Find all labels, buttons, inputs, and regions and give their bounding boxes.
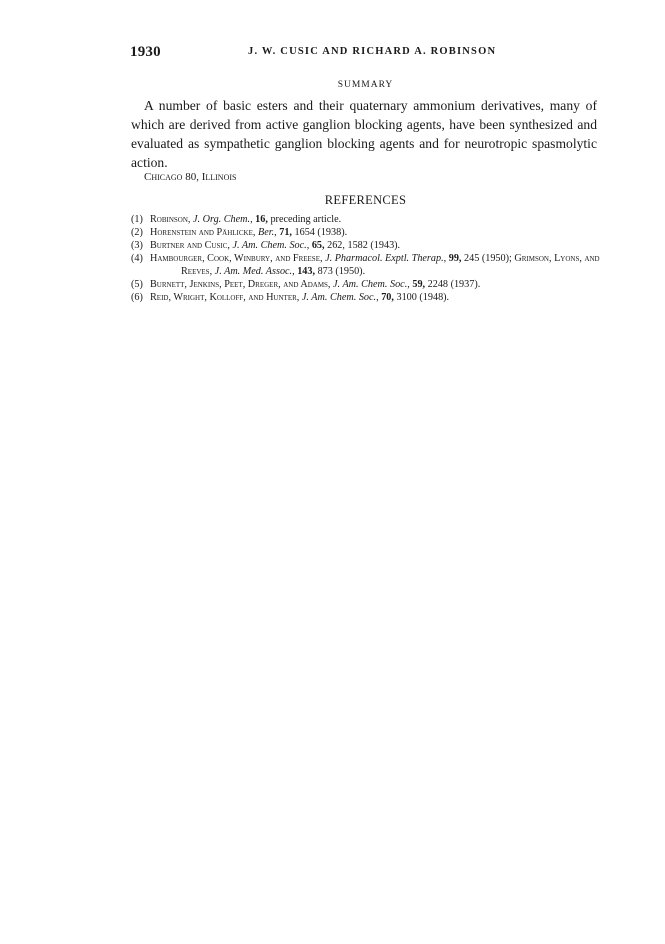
summary-heading: SUMMARY [337, 80, 394, 90]
reference-item [131, 278, 601, 291]
reference-text: 873 (1950). [315, 266, 366, 277]
reference-item [131, 226, 601, 239]
reference-text: 245 (1950); [461, 253, 515, 264]
reference-text: 3100 (1948). [393, 292, 450, 303]
reference-journal: J. Am. Chem. Soc. [301, 292, 377, 303]
reference-authors: Burtner and Cusic, [150, 240, 230, 251]
reference-number: (2) [131, 227, 143, 238]
reference-number: (1) [131, 214, 143, 225]
reference-volume: 99, [448, 253, 462, 264]
references-list [131, 213, 601, 304]
reference-item [131, 291, 601, 304]
reference-authors: Robinson, [150, 214, 191, 225]
reference-journal: J. Am. Chem. Soc. [333, 279, 408, 290]
reference-text: 262, 1582 (1943). [324, 240, 401, 251]
reference-volume: 59, [412, 279, 426, 290]
reference-number: (4) [131, 253, 143, 264]
reference-journal: J. Org. Chem. [193, 214, 251, 225]
reference-authors: Hambourger, Cook, Winbury, and Freese, [150, 253, 323, 264]
reference-volume: 16, [255, 214, 268, 225]
reference-item [131, 252, 601, 278]
reference-number: (6) [131, 292, 143, 303]
reference-item [131, 239, 601, 252]
running-head: J. W. CUSIC AND RICHARD A. ROBINSON [248, 46, 497, 57]
summary-paragraph: A number of basic esters and their quaternary ammonium derivatives, many of which are derived from active ganglion blocking agents, have been synthesized and evaluated as sympathetic ganglion blocking agents and for neurotropic spasmolytic action. [131, 98, 597, 170]
references-heading: REFERENCES [324, 193, 407, 207]
reference-authors: Burnett, Jenkins, Peet, Dreger, and Adams, [150, 279, 331, 290]
reference-authors: Horenstein and Pählicke, [150, 227, 256, 238]
reference-number: (5) [131, 279, 143, 290]
reference-text: , [250, 214, 256, 225]
reference-text: , [376, 292, 382, 303]
page-number: 1930 [130, 44, 161, 60]
reference-text: , [306, 240, 312, 251]
reference-text: 2248 (1937). [425, 279, 481, 290]
reference-text: , [274, 227, 280, 238]
reference-journal: J. Am. Med. Assoc. [214, 266, 293, 277]
reference-text: , [407, 279, 413, 290]
reference-authors: Grimson, Lyons, and Reeves, [181, 253, 600, 277]
reference-volume: 143, [297, 266, 316, 277]
reference-authors: Reid, Wright, Kolloff, and Hunter, [150, 292, 300, 303]
reference-text: 1654 (1938). [291, 227, 348, 238]
reference-journal: J. Am. Chem. Soc. [232, 240, 307, 251]
page-header [130, 44, 596, 64]
reference-volume: 65, [311, 240, 325, 251]
reference-volume: 71, [279, 227, 292, 238]
reference-item [131, 213, 601, 226]
author-affiliation: Chicago 80, Illinois [144, 171, 237, 183]
reference-text: , [292, 266, 298, 277]
reference-journal: Ber. [257, 227, 275, 238]
reference-journal: J. Pharmacol. Exptl. Therap. [325, 253, 444, 264]
reference-text: , [443, 253, 449, 264]
reference-number: (3) [131, 240, 143, 251]
reference-volume: 70, [381, 292, 394, 303]
reference-text: preceding article. [267, 214, 342, 225]
